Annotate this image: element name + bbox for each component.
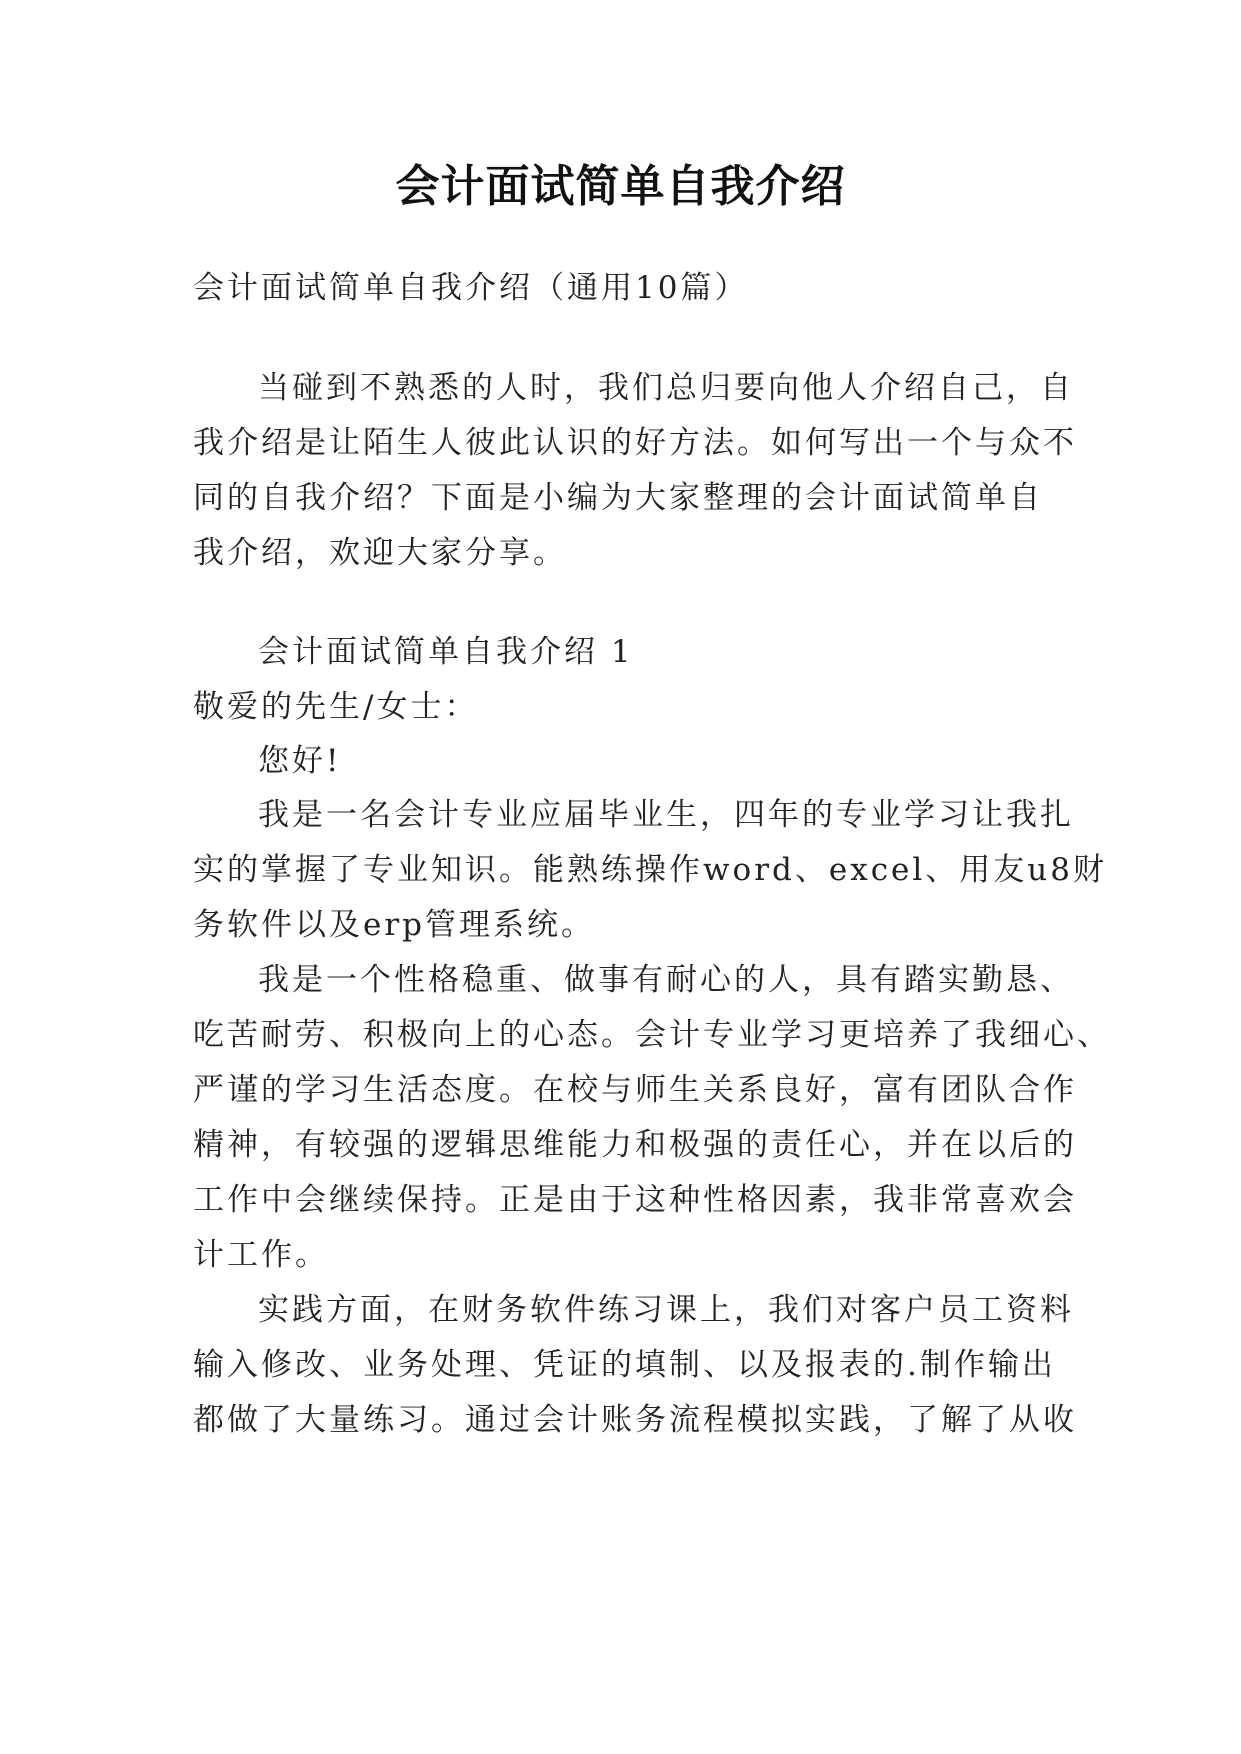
intro-line: 同的自我介绍？下面是小编为大家整理的会计面试简单自 [193,480,1043,516]
intro-line: 我介绍是让陌生人彼此认识的好方法。如何写出一个与众不 [193,425,1077,461]
intro-line: 当碰到不熟悉的人时，我们总归要向他人介绍自己，自 [258,370,1074,406]
document-title: 会计面试简单自我介绍 [395,161,846,212]
paragraph-line: 严谨的学习生活态度。在校与师生关系良好，富有团队合作 [193,1072,1077,1108]
paragraph-line: 计工作。 [193,1237,329,1273]
paragraph-line: 实践方面，在财务软件练习课上，我们对客户员工资料 [258,1292,1074,1328]
paragraph-line: 吃苦耐劳、积极向上的心态。会计专业学习更培养了我细心、 [193,1017,1111,1053]
salutation: 敬爱的先生/女士： [193,689,479,725]
paragraph-line: 实的掌握了专业知识。能熟练操作word、excel、用友u8财 [193,852,1107,888]
paragraph-line: 我是一名会计专业应届毕业生，四年的专业学习让我扎 [258,797,1074,833]
paragraph-line: 精神，有较强的逻辑思维能力和极强的责任心，并在以后的 [193,1127,1077,1163]
paragraph-line: 都做了大量练习。通过会计账务流程模拟实践，了解了从收 [193,1402,1077,1438]
paragraph-line: 务软件以及erp管理系统。 [193,907,596,943]
section-heading: 会计面试简单自我介绍 1 [258,634,634,670]
paragraph-line: 工作中会继续保持。正是由于这种性格因素，我非常喜欢会 [193,1182,1077,1218]
paragraph-line: 输入修改、业务处理、凭证的填制、以及报表的.制作输出 [193,1347,1056,1383]
paragraph-line: 我是一个性格稳重、做事有耐心的人，具有踏实勤恳、 [258,962,1074,998]
document-subtitle: 会计面试简单自我介绍（通用10篇） [193,270,749,306]
intro-line: 我介绍，欢迎大家分享。 [193,535,567,571]
greeting: 您好! [258,743,342,779]
